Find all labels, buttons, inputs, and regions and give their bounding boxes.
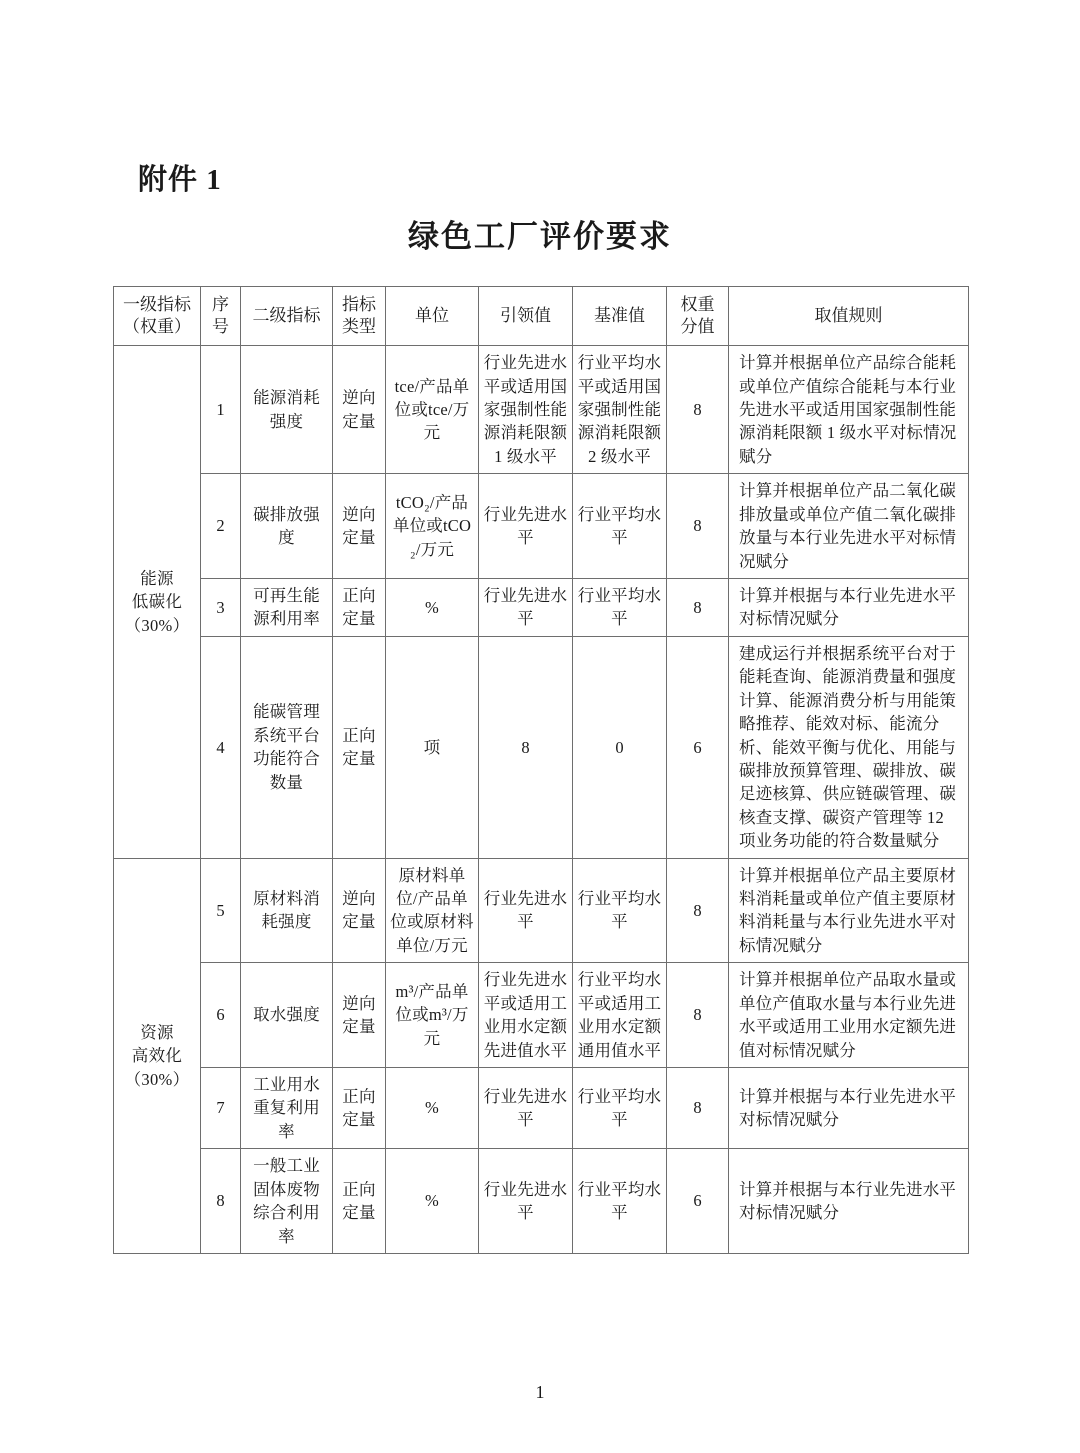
category-line1: 能源 xyxy=(140,568,174,588)
row-baseline-value: 行业平均水平或适用国家强制性能源消耗限额 2 级水平 xyxy=(573,346,667,474)
row-baseline-value: 行业平均水平 xyxy=(573,1149,667,1254)
row-unit: tCO₂/产品单位或tCO₂/万元 xyxy=(386,474,479,579)
header-baseline-value: 基准值 xyxy=(573,287,667,346)
table-row xyxy=(114,1068,969,1149)
row-indicator-name: 工业用水重复利用率 xyxy=(241,1068,333,1149)
row-baseline-value: 0 xyxy=(573,636,667,858)
row-weight-score: 6 xyxy=(667,636,729,858)
row-rule: 计算并根据与本行业先进水平对标情况赋分 xyxy=(729,578,969,636)
page-number: 1 xyxy=(535,1382,545,1402)
attachment-label: 附件 1 xyxy=(138,164,222,196)
row-unit: 项 xyxy=(386,636,479,858)
header-indicator-type-line1: 指标 xyxy=(342,295,376,314)
row-seq: 5 xyxy=(201,858,241,963)
row-indicator-type: 正向定量 xyxy=(333,578,386,636)
row-baseline-value: 行业平均水平或适用工业用水定额通用值水平 xyxy=(573,963,667,1068)
header-indicator-type-line2: 类型 xyxy=(342,317,376,337)
row-seq: 4 xyxy=(201,636,241,858)
row-unit: % xyxy=(386,1068,479,1149)
header-weight-score xyxy=(667,287,729,346)
header-rule: 取值规则 xyxy=(729,287,969,346)
category-cell-resource xyxy=(114,858,201,1253)
row-weight-score: 8 xyxy=(667,346,729,474)
header-secondary-indicator: 二级指标 xyxy=(241,287,333,346)
table-body xyxy=(114,346,969,1254)
row-leading-value: 行业先进水平 xyxy=(479,474,573,579)
evaluation-requirements-table-wrapper xyxy=(113,286,968,1254)
row-seq: 1 xyxy=(201,346,241,474)
row-indicator-type: 正向定量 xyxy=(333,1149,386,1254)
row-indicator-type: 逆向定量 xyxy=(333,858,386,963)
row-indicator-name: 取水强度 xyxy=(241,963,333,1068)
row-rule: 计算并根据单位产品主要原材料消耗量或单位产值主要原材料消耗量与本行业先进水平对标情况赋分 xyxy=(729,858,969,963)
table-row xyxy=(114,346,969,474)
category-cell-energy xyxy=(114,346,201,858)
row-indicator-name: 能源消耗强度 xyxy=(241,346,333,474)
row-leading-value: 行业先进水平 xyxy=(479,578,573,636)
page-title: 绿色工厂评价要求 xyxy=(408,219,672,254)
row-leading-value: 8 xyxy=(479,636,573,858)
header-seq-line2: 号 xyxy=(212,317,229,337)
header-weight-score-line1: 权重 xyxy=(680,295,715,314)
row-leading-value: 行业先进水平 xyxy=(479,1149,573,1254)
row-unit: % xyxy=(386,578,479,636)
row-baseline-value: 行业平均水平 xyxy=(573,858,667,963)
row-unit: m³/产品单位或m³/万元 xyxy=(386,963,479,1068)
row-weight-score: 8 xyxy=(667,1068,729,1149)
header-unit: 单位 xyxy=(386,287,479,346)
row-leading-value: 行业先进水平或适用工业用水定额先进值水平 xyxy=(479,963,573,1068)
header-leading-value: 引领值 xyxy=(479,287,573,346)
row-weight-score: 6 xyxy=(667,1149,729,1254)
row-seq: 7 xyxy=(201,1068,241,1149)
category-line3: （30%） xyxy=(124,615,190,635)
row-weight-score: 8 xyxy=(667,963,729,1068)
row-indicator-name: 碳排放强度 xyxy=(241,474,333,579)
table-row xyxy=(114,963,969,1068)
table-row xyxy=(114,858,969,963)
row-weight-score: 8 xyxy=(667,578,729,636)
row-indicator-type: 正向定量 xyxy=(333,636,386,858)
row-indicator-type: 逆向定量 xyxy=(333,963,386,1068)
header-indicator-type xyxy=(333,287,386,346)
row-indicator-name: 一般工业固体废物综合利用率 xyxy=(241,1149,333,1254)
category-line1: 资源 xyxy=(140,1022,174,1042)
row-rule: 计算并根据与本行业先进水平对标情况赋分 xyxy=(729,1068,969,1149)
row-unit: 原材料单位/产品单位或原材料单位/万元 xyxy=(386,858,479,963)
row-weight-score: 8 xyxy=(667,858,729,963)
row-indicator-name: 可再生能源利用率 xyxy=(241,578,333,636)
header-seq xyxy=(201,287,241,346)
header-weight-score-line2: 分值 xyxy=(680,317,715,337)
table-header-row xyxy=(114,287,969,346)
row-indicator-type: 逆向定量 xyxy=(333,346,386,474)
row-indicator-type: 正向定量 xyxy=(333,1068,386,1149)
category-line2: 高效化 xyxy=(131,1046,183,1066)
row-seq: 3 xyxy=(201,578,241,636)
row-seq: 6 xyxy=(201,963,241,1068)
table-row xyxy=(114,636,969,858)
category-line2: 低碳化 xyxy=(131,592,183,612)
row-baseline-value: 行业平均水平 xyxy=(573,1068,667,1149)
row-baseline-value: 行业平均水平 xyxy=(573,474,667,579)
row-unit: % xyxy=(386,1149,479,1254)
table-row xyxy=(114,474,969,579)
row-indicator-type: 逆向定量 xyxy=(333,474,386,579)
row-indicator-name: 原材料消耗强度 xyxy=(241,858,333,963)
header-primary-indicator-line2: （权重） xyxy=(123,317,191,337)
table-row xyxy=(114,578,969,636)
row-indicator-name: 能碳管理系统平台功能符合数量 xyxy=(241,636,333,858)
row-rule: 建成运行并根据系统平台对于能耗查询、能源消费量和强度计算、能源消费分析与用能策略推荐、能效对标、能流分析、能效平衡与优化、用能与碳排放预算管理、碳排放、碳足迹核算、供应链碳管理、碳核查支撑、碳资产管理等 12 项业务功能的符合数量赋分 xyxy=(729,636,969,858)
row-unit: tce/产品单位或tce/万元 xyxy=(386,346,479,474)
row-weight-score: 8 xyxy=(667,474,729,579)
row-rule: 计算并根据单位产品二氧化碳排放量或单位产值二氧化碳排放量与本行业先进水平对标情况赋分 xyxy=(729,474,969,579)
header-primary-indicator xyxy=(114,287,201,346)
table-row xyxy=(114,1149,969,1254)
row-leading-value: 行业先进水平或适用国家强制性能源消耗限额 1 级水平 xyxy=(479,346,573,474)
category-line3: （30%） xyxy=(124,1069,190,1089)
header-seq-line1: 序 xyxy=(212,295,229,314)
row-baseline-value: 行业平均水平 xyxy=(573,578,667,636)
row-seq: 2 xyxy=(201,474,241,579)
row-rule: 计算并根据与本行业先进水平对标情况赋分 xyxy=(729,1149,969,1254)
row-seq: 8 xyxy=(201,1149,241,1254)
row-leading-value: 行业先进水平 xyxy=(479,858,573,963)
evaluation-requirements-table xyxy=(113,286,969,1254)
header-primary-indicator-line1: 一级指标 xyxy=(123,295,191,314)
row-leading-value: 行业先进水平 xyxy=(479,1068,573,1149)
row-rule: 计算并根据单位产品取水量或单位产值取水量与本行业先进水平或适用工业用水定额先进值对标情况赋分 xyxy=(729,963,969,1068)
row-rule: 计算并根据单位产品综合能耗或单位产值综合能耗与本行业先进水平或适用国家强制性能源消耗限额 1 级水平对标情况赋分 xyxy=(729,346,969,474)
